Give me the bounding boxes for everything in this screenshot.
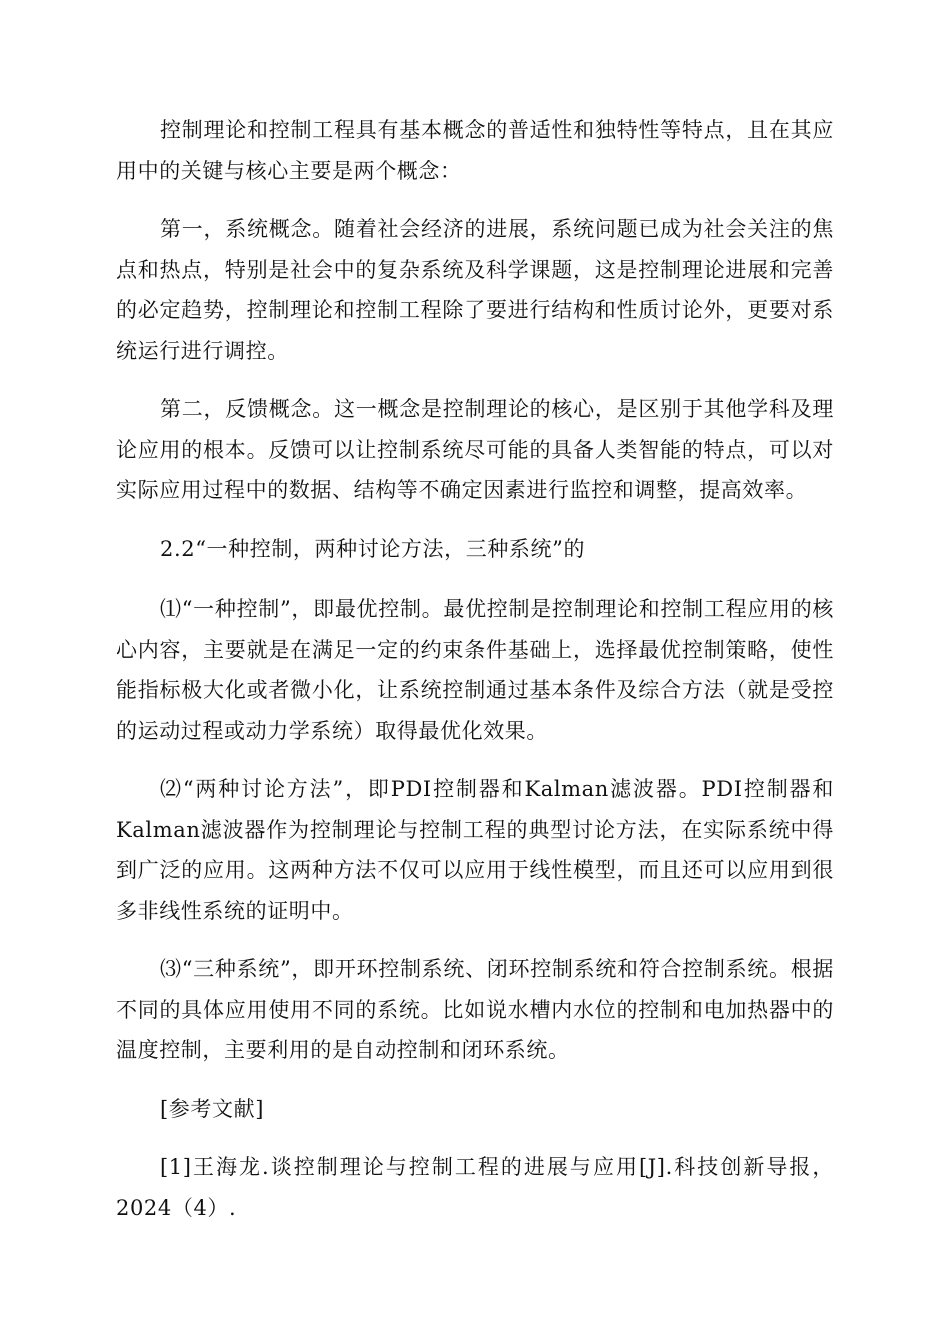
document-body xyxy=(116,110,834,1246)
references-heading: [参考文献] xyxy=(160,1096,264,1121)
intro-paragraph: 控制理论和控制工程具有基本概念的普适性和独特性等特点，且在其应用中的关键与核心主要是两个概念： xyxy=(116,118,834,183)
reference-item: [1]王海龙.谈控制理论与控制工程的进展与应用[J].科技创新导报，2024（4）. xyxy=(116,1155,834,1220)
system-concept-paragraph: 第一，系统概念。随着社会经济的进展，系统问题已成为社会关注的焦点和热点，特别是社会中的复杂系统及科学课题，这是控制理论进展和完善的必定趋势，控制理论和控制工程除了要进行结构和性质讨论外，更要对系统运行进行调控。 xyxy=(116,217,834,363)
three-systems-paragraph: ⑶“三种系统”，即开环控制系统、闭环控制系统和符合控制系统。根据不同的具体应用使用不同的系统。比如说水槽内水位的控制和电加热器中的温度控制，主要利用的是自动控制和闭环系统。 xyxy=(116,957,834,1062)
two-methods-paragraph: ⑵“两种讨论方法”，即PDI控制器和Kalman滤波器。PDI控制器和Kalman滤波器作为控制理论与控制工程的典型讨论方法，在实际系统中得到广泛的应用。这两种方法不仅可以应用于线性模型，而且还可以应用到很多非线性系统的证明中。 xyxy=(116,777,834,923)
feedback-concept-paragraph: 第二，反馈概念。这一概念是控制理论的核心，是区别于其他学科及理论应用的根本。反馈可以让控制系统尽可能的具备人类智能的特点，可以对实际应用过程中的数据、结构等不确定因素进行监控和调整，提高效率。 xyxy=(116,397,834,502)
one-control-paragraph: ⑴“一种控制”，即最优控制。最优控制是控制理论和控制工程应用的核心内容，主要就是在满足一定的约束条件基础上，选择最优控制策略，使性能指标极大化或者微小化，让系统控制通过基本条件及综合方法（就是受控的运动过程或动力学系统）取得最优化效果。 xyxy=(116,597,834,743)
section-heading: 2.2“一种控制，两种讨论方法，三种系统”的 xyxy=(160,536,586,561)
